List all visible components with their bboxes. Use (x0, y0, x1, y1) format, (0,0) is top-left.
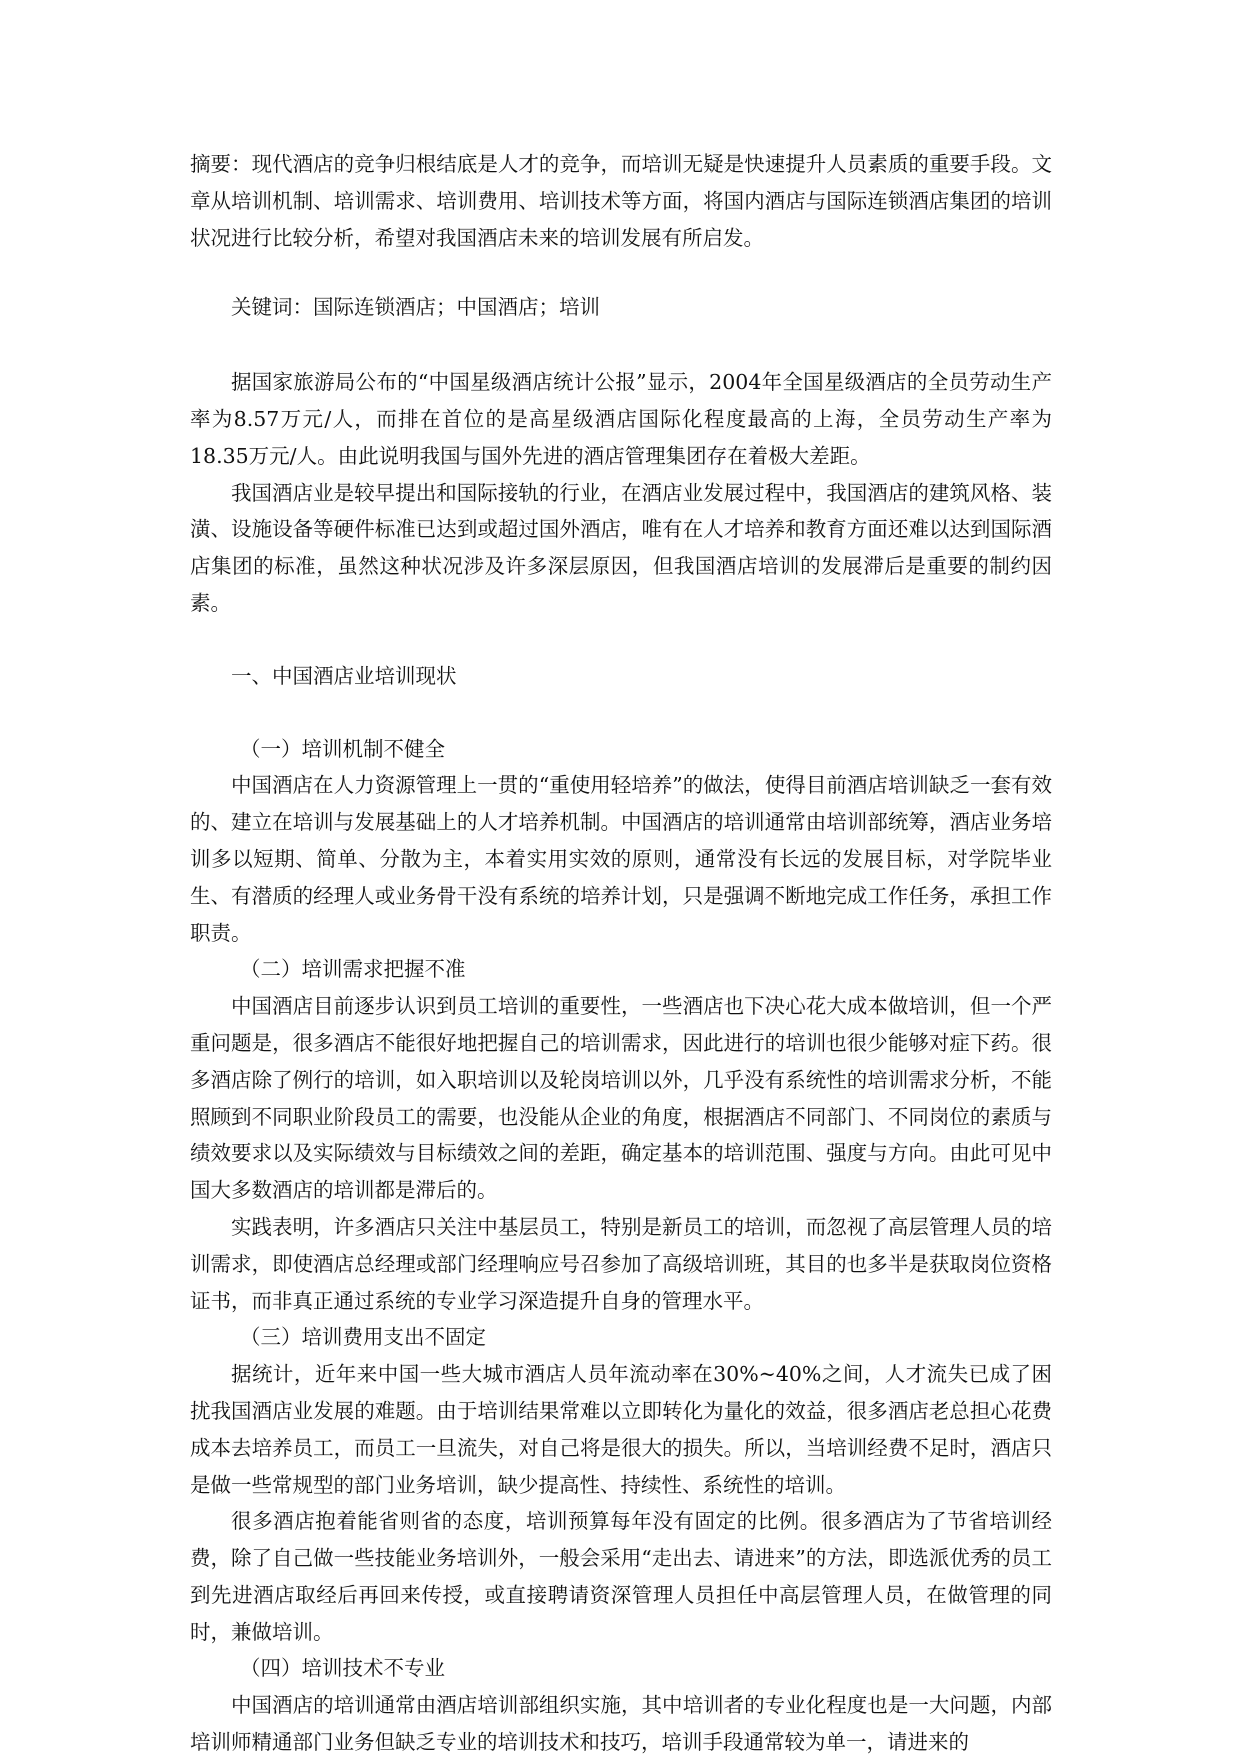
subsection-1-paragraph-1: 中国酒店在人力资源管理上一贯的“重使用轻培养”的做法，使得目前酒店培训缺乏一套有效的、建立在培训与发展基础上的人才培养机制。中国酒店的培训通常由培训部统筹，酒店业务培训多以短期、简单、分散为主，本着实用实效的原则，通常没有长远的发展目标，对学院毕业生、有潜质的经理人或业务骨干没有系统的培养计划，只是强调不断地完成工作任务，承担工作职责。 (190, 773, 1052, 945)
subsection-2-paragraph-1: 中国酒店目前逐步认识到员工培训的重要性，一些酒店也下决心花大成本做培训，但一个严重问题是，很多酒店不能很好地把握自己的培训需求，因此进行的培训也很少能够对症下药。很多酒店除了例行的培训，如入职培训以及轮岗培训以外，几乎没有系统性的培训需求分析，不能照顾到不同职业阶段员工的需要，也没能从企业的角度，根据酒店不同部门、不同岗位的素质与绩效要求以及实际绩效与目标绩效之间的差距，确定基本的培训范围、强度与方向。由此可见中国大多数酒店的培训都是滞后的。 (190, 994, 1052, 1203)
subsection-2-paragraph-2: 实践表明，许多酒店只关注中基层员工，特别是新员工的培训，而忽视了高层管理人员的培训需求，即使酒店总经理或部门经理响应号召参加了高级培训班，其目的也多半是获取岗位资格证书，而非真正通过系统的专业学习深造提升自身的管理水平。 (190, 1214, 1052, 1313)
subsection-1-heading: （一）培训机制不健全 (240, 736, 445, 761)
subsection-4-heading: （四）培训技术不专业 (240, 1656, 445, 1681)
keywords-line: 关键词：国际连锁酒店；中国酒店；培训 (231, 295, 600, 320)
subsection-3-paragraph-2: 很多酒店抱着能省则省的态度，培训预算每年没有固定的比例。很多酒店为了节省培训经费，除了自己做一些技能业务培训外，一般会采用“走出去、请进来”的方法，即选派优秀的员工到先进酒店取经后再回来传授，或直接聘请资深管理人员担任中高层管理人员，在做管理的同时，兼做培训。 (190, 1509, 1052, 1644)
subsection-3-heading: （三）培训费用支出不固定 (240, 1325, 486, 1350)
intro-paragraph-2: 我国酒店业是较早提出和国际接轨的行业，在酒店业发展过程中，我国酒店的建筑风格、装潢、设施设备等硬件标准已达到或超过国外酒店，唯有在人才培养和教育方面还难以达到国际酒店集团的标准，虽然这种状况涉及许多深层原因，但我国酒店培训的发展滞后是重要的制约因素。 (190, 480, 1052, 615)
abstract-paragraph: 摘要：现代酒店的竞争归根结底是人才的竞争，而培训无疑是快速提升人员素质的重要手段。文章从培训机制、培训需求、培训费用、培训技术等方面，将国内酒店与国际连锁酒店集团的培训状况进行比较分析，希望对我国酒店未来的培训发展有所启发。 (190, 152, 1052, 250)
subsection-4-paragraph-1: 中国酒店的培训通常由酒店培训部组织实施，其中培训者的专业化程度也是一大问题，内部培训师精通部门业务但缺乏专业的培训技术和技巧，培训手段通常较为单一，请进来的 (190, 1693, 1052, 1755)
document-page (190, 146, 1052, 1761)
subsection-3-paragraph-1: 据统计，近年来中国一些大城市酒店人员年流动率在30%~40%之间，人才流失已成了困扰我国酒店业发展的难题。由于培训结果常难以立即转化为量化的效益，很多酒店老总担心花费成本去培养员工，而员工一旦流失，对自己将是很大的损失。所以，当培训经费不足时，酒店只是做一些常规型的部门业务培训，缺少提高性、持续性、系统性的培训。 (190, 1362, 1052, 1497)
intro-paragraph-1: 据国家旅游局公布的“中国星级酒店统计公报”显示，2004年全国星级酒店的全员劳动生产率为8.57万元/人，而排在首位的是高星级酒店国际化程度最高的上海，全员劳动生产率为18.35万元/人。由此说明我国与国外先进的酒店管理集团存在着极大差距。 (190, 370, 1052, 468)
subsection-2-heading: （二）培训需求把握不准 (240, 957, 466, 982)
section-1-heading: 一、中国酒店业培训现状 (231, 663, 457, 688)
